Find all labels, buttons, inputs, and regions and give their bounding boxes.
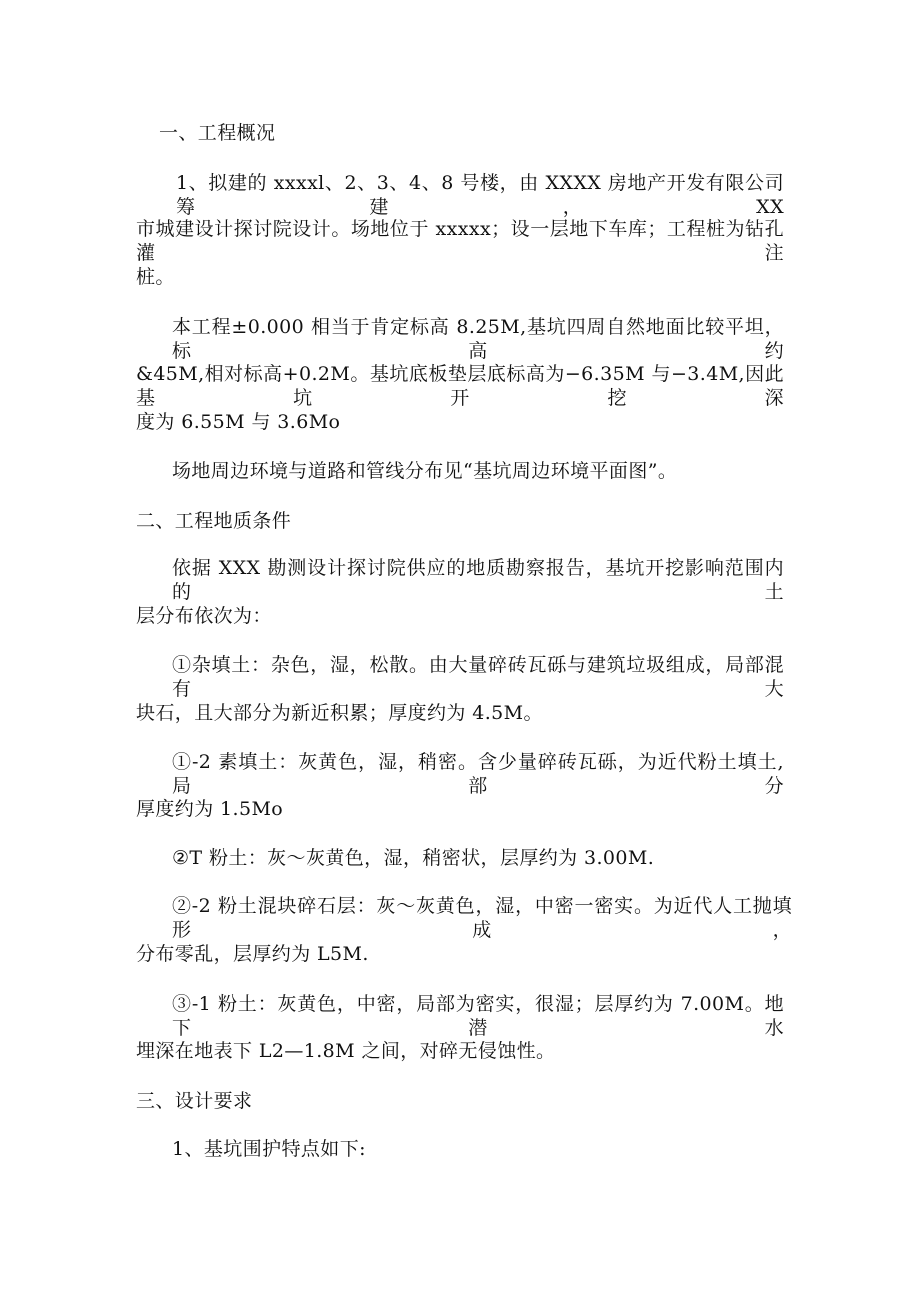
soil-layer-line: ②T 粉土：灰～灰黄色，湿，稍密状，层厚约为 3.00M. (172, 847, 655, 869)
paragraph-line: 依据 XXX 勘测设计探讨院供应的地质勘察报告，基坑开挖影响范围内的土 (172, 557, 784, 603)
paragraph-line: 度为 6.55M 与 3.6Mo (136, 411, 341, 433)
paragraph-line: 层分布依次为： (136, 605, 272, 627)
soil-layer-line: 埋深在地表下 L2—1.8M 之间，对碎无侵蚀性。 (136, 1040, 556, 1062)
paragraph-line: 市城建设计探讨院设计。场地位于 xxxxx；设一层地下车库；工程桩为钻孔灌注 (136, 218, 784, 264)
soil-layer-line: ②-2 粉土混块碎石层：灰～灰黄色，湿，中密一密实。为近代人工抛填形成， (172, 895, 792, 941)
soil-layer-line: 厚度约为 1.5Mo (136, 798, 284, 820)
soil-layer-line: ①杂填土：杂色，湿，松散。由大量碎砖瓦砾与建筑垃圾组成，局部混有大 (172, 654, 784, 700)
section-heading-geology: 二、工程地质条件 (136, 510, 292, 532)
paragraph-line: 桩。 (136, 266, 175, 288)
soil-layer-line: ①-2 素填土：灰黄色，湿，稍密。含少量碎砖瓦砾，为近代粉土填土,局部分 (172, 751, 784, 797)
list-item: 1、基坑围护特点如下: (172, 1138, 366, 1160)
paragraph-line: 场地周边环境与道路和管线分布见“基坑周边环境平面图”。 (172, 460, 678, 482)
soil-layer-line: 分布零乱，层厚约为 L5M. (136, 943, 369, 965)
section-heading-design-requirements: 三、设计要求 (136, 1090, 253, 1112)
soil-layer-line: ③-1 粉土：灰黄色，中密，局部为密实，很湿；层厚约为 7.00M。地下潜水 (172, 993, 784, 1039)
paragraph-line: 1、拟建的 xxxxl、2、3、4、8 号楼，由 XXXX 房地产开发有限公司筹建，XX (176, 172, 784, 218)
paragraph-line: &45M,相对标高+0.2M。基坑底板垫层底标高为−6.35M 与−3.4M,因此基坑开挖深 (136, 363, 784, 409)
paragraph-line: 本工程±0.000 相当于肯定标高 8.25M,基坑四周自然地面比较平坦，标高约 (172, 316, 784, 362)
soil-layer-line: 块石，且大部分为新近积累；厚度约为 4.5M。 (136, 702, 543, 724)
section-heading-overview: 一、工程概况 (159, 122, 276, 144)
